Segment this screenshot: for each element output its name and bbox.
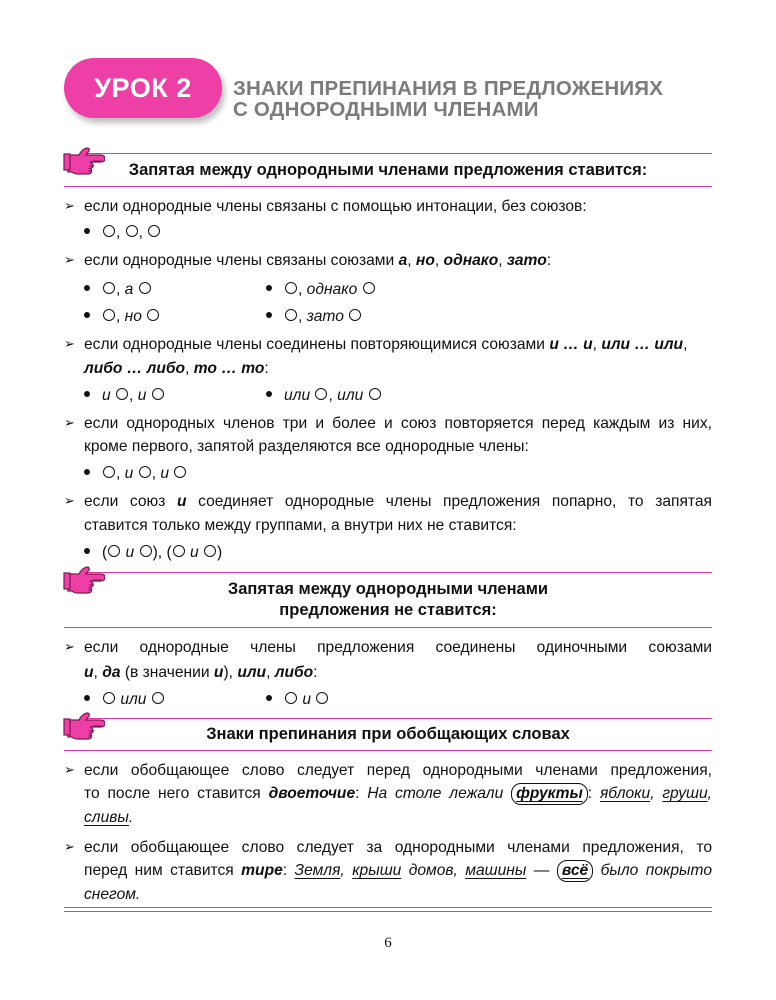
example-row: , однако	[266, 276, 376, 304]
circle-placeholder-icon	[316, 692, 328, 704]
section3-bottom-rule	[64, 750, 712, 751]
circle-placeholder-icon	[285, 309, 297, 321]
circle-placeholder-icon	[285, 692, 297, 704]
rule-item: ➢ если однородные члены предложения соединены одиночными союзами	[64, 634, 712, 662]
example-row: или	[84, 686, 165, 714]
circle-placeholder-icon	[103, 282, 115, 294]
footer-rule-1	[64, 907, 712, 908]
circle-placeholder-icon	[148, 225, 160, 237]
example-row: , ,	[84, 219, 161, 247]
circle-placeholder-icon	[349, 309, 361, 321]
circle-placeholder-icon	[204, 545, 216, 557]
section1-top-rule	[82, 153, 712, 154]
circle-placeholder-icon	[173, 545, 185, 557]
example-row: , но	[84, 303, 160, 331]
example-row: или , или	[266, 382, 382, 410]
arrow-bullet-icon: ➢	[64, 639, 75, 654]
circle-placeholder-icon	[103, 309, 115, 321]
rule-item-cont: либо … либо, то … то:	[84, 360, 269, 377]
example-row: , и , и	[84, 460, 187, 488]
rule-item-cont: перед ним ставится тире: Земля, крыши домов, машины — всё было покрыто	[64, 857, 712, 885]
circle-placeholder-icon	[126, 225, 138, 237]
rule-item-cont: и, да (в значении и), или, либо:	[84, 664, 318, 681]
rule-item: ➢ если однородные члены связаны союзами а, но, однако, зато:	[64, 247, 712, 275]
rule-item-cont: сливы.	[84, 809, 134, 826]
circle-placeholder-icon	[103, 466, 115, 478]
rule-item: ➢ если обобщающее слово следует за однородными членами предложения, то	[64, 834, 712, 862]
bullet-dot	[84, 228, 90, 234]
circle-placeholder-icon	[285, 282, 297, 294]
arrow-bullet-icon: ➢	[64, 493, 75, 508]
arrow-bullet-icon: ➢	[64, 336, 75, 351]
section2-top-rule	[82, 572, 712, 573]
page-number: 6	[384, 935, 392, 951]
generalizing-word: всё	[557, 860, 593, 882]
rule-item-cont: кроме первого, запятой разделяются все однородные члены:	[84, 438, 529, 455]
circle-placeholder-icon	[103, 225, 115, 237]
arrow-bullet-icon: ➢	[64, 252, 75, 267]
rule-item-cont: снегом.	[84, 886, 141, 903]
circle-placeholder-icon	[174, 466, 186, 478]
example-row: , а	[84, 276, 152, 304]
circle-placeholder-icon	[139, 282, 151, 294]
example-row: ( и ), ( и )	[84, 539, 222, 567]
circle-placeholder-icon	[103, 692, 115, 704]
rule-text: если однородные члены связаны с помощью интонации, без союзов:	[84, 198, 587, 215]
circle-placeholder-icon	[140, 545, 152, 557]
lesson-title-line2: С ОДНОРОДНЫМИ ЧЛЕНАМИ	[233, 98, 539, 121]
example-row: , зато	[266, 303, 362, 331]
circle-placeholder-icon	[369, 388, 381, 400]
circle-placeholder-icon	[147, 309, 159, 321]
arrow-bullet-icon: ➢	[64, 415, 75, 430]
rule-item: ➢ если однородных членов три и более и союз повторяется перед каждым из них,	[64, 410, 712, 438]
footer-rule-2	[64, 911, 712, 912]
rule-item: ➢ если союз и соединяет однородные члены предложения попарно, то запятая	[64, 488, 712, 516]
arrow-bullet-icon: ➢	[64, 762, 75, 777]
rule-item: ➢ если обобщающее слово следует перед однородными членами предложения,	[64, 757, 712, 785]
circle-placeholder-icon	[116, 388, 128, 400]
rule-item	[64, 193, 712, 221]
section1-bottom-rule	[64, 186, 712, 187]
circle-placeholder-icon	[363, 282, 375, 294]
circle-placeholder-icon	[315, 388, 327, 400]
section3-heading: Знаки препинания при обобщающих словах	[206, 725, 570, 743]
rule-item-cont: ставится только между группами, а внутри них не ставится:	[84, 517, 517, 534]
section2-heading: Запятая между однородными членами предложения не ставится:	[227, 580, 549, 619]
example-row: и	[266, 686, 329, 714]
lesson-title-line1: ЗНАКИ ПРЕПИНАНИЯ В ПРЕДЛОЖЕНИЯХ	[233, 77, 664, 100]
lesson-title	[233, 78, 713, 120]
circle-placeholder-icon	[152, 388, 164, 400]
circle-placeholder-icon	[139, 466, 151, 478]
section3-top-rule	[82, 718, 712, 719]
generalizing-word: фрукты	[511, 783, 588, 805]
rule-item: ➢ если однородные члены соединены повторяющимися союзами и … и, или … или,	[64, 331, 712, 359]
circle-placeholder-icon	[152, 692, 164, 704]
section2-bottom-rule	[64, 627, 712, 628]
example-row: и , и	[84, 382, 165, 410]
circle-placeholder-icon	[108, 545, 120, 557]
section1-heading: Запятая между однородными членами предложения ставится:	[128, 161, 648, 179]
arrow-bullet-icon: ➢	[64, 839, 75, 854]
arrow-bullet-icon: ➢	[64, 198, 75, 213]
lesson-badge: УРОК 2	[64, 58, 222, 118]
rule-item-cont: то после него ставится двоеточие: На столе лежали фрукты : яблоки, груши,	[64, 780, 712, 808]
